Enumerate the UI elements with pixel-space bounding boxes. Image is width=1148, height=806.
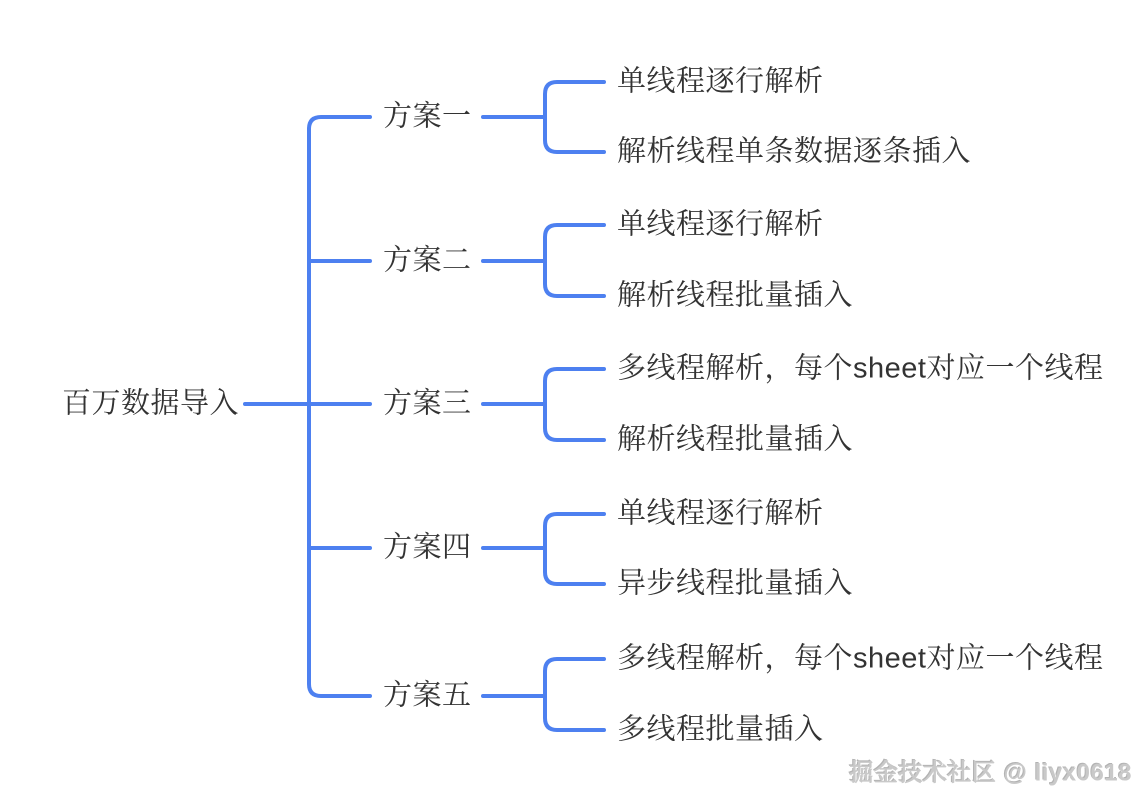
- leaf-node-2-2[interactable]: 解析线程批量插入: [617, 279, 854, 312]
- leaf-node-3-1[interactable]: 多线程解析，每个sheet对应一个线程: [617, 352, 1104, 385]
- leaf-node-5-1[interactable]: 多线程解析，每个sheet对应一个线程: [617, 642, 1104, 675]
- leaf-node-1-1[interactable]: 单线程逐行解析: [617, 65, 824, 98]
- branch-node-4[interactable]: 方案四: [383, 531, 472, 564]
- branch-node-2[interactable]: 方案二: [383, 244, 472, 277]
- watermark: 掘金技术社区 @ liyx0618: [849, 759, 1132, 787]
- root-node[interactable]: 百万数据导入: [62, 387, 240, 420]
- branch-node-3[interactable]: 方案三: [383, 387, 472, 420]
- spine-line: [309, 117, 370, 696]
- branch5-bracket-line: [545, 659, 604, 730]
- leaf-node-1-2[interactable]: 解析线程单条数据逐条插入: [617, 135, 972, 168]
- branch4-bracket-line: [545, 514, 604, 584]
- branch-node-1[interactable]: 方案一: [383, 100, 472, 133]
- branch2-bracket-line: [545, 225, 604, 296]
- branch3-bracket-line: [545, 369, 604, 440]
- leaf-node-4-1[interactable]: 单线程逐行解析: [617, 497, 824, 530]
- leaf-node-5-2[interactable]: 多线程批量插入: [617, 713, 824, 746]
- leaf-node-3-2[interactable]: 解析线程批量插入: [617, 423, 854, 456]
- branch-node-5[interactable]: 方案五: [383, 679, 472, 712]
- leaf-node-4-2[interactable]: 异步线程批量插入: [617, 567, 854, 600]
- leaf-node-2-1[interactable]: 单线程逐行解析: [617, 208, 824, 241]
- branch1-bracket-line: [545, 82, 604, 152]
